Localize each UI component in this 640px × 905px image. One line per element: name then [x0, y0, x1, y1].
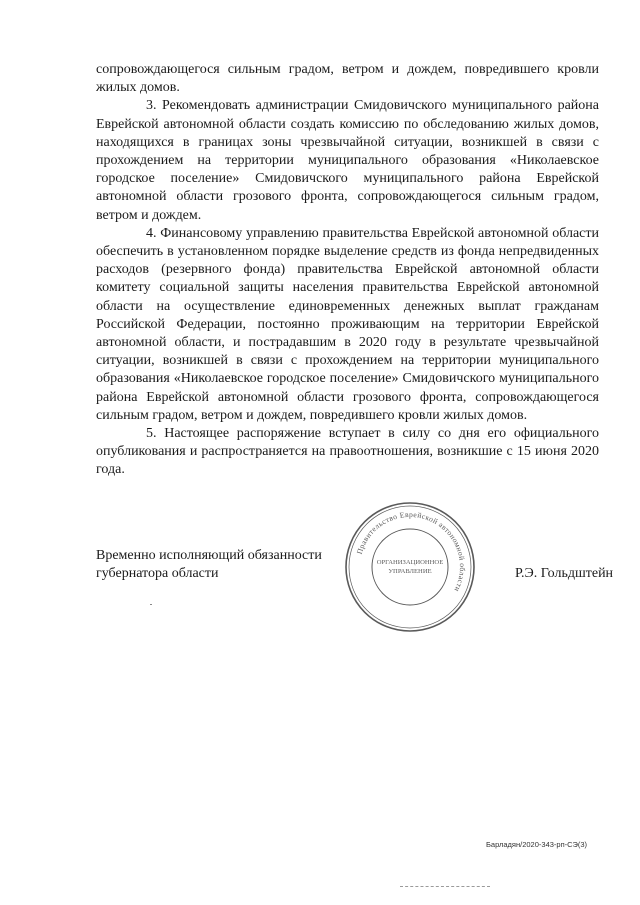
seal-center-line-1: ОРГАНИЗАЦИОННОЕ: [376, 559, 444, 566]
seal-ring-text: Правительство Еврейской автономной области: [354, 509, 468, 594]
paragraph-5: 5. Настоящее распоряжение вступает в силу со дня его официального опубликования и распространяется на правоотношения, возникшие с 15 июня 2020 года.: [96, 426, 599, 478]
signer-name: Р.Э. Гольдштейн: [515, 566, 614, 581]
seal-center-line-2: УПРАВЛЕНИЕ: [388, 568, 432, 575]
signatory-position: [96, 547, 356, 583]
document-reference: Барладян/2020-343-рп-СЭ(3): [486, 840, 588, 849]
signatory-position-line-1: Временно исполняющий обязанности: [96, 548, 322, 563]
seal-outer-ring: [346, 503, 474, 631]
paragraph-continuation: сопровождающегося сильным градом, ветром и дождем, повредившего кровли жилых домов.: [96, 62, 599, 96]
official-seal-stamp: [343, 500, 477, 634]
seal-outer-ring-inner: [349, 506, 471, 628]
scan-artifact-dashes: [400, 886, 490, 887]
seal-graphic: [343, 500, 477, 634]
paragraph-4: 4. Финансовому управлению правительства Еврейской автономной области обеспечить в установленном порядке выделение средств из фонда непредвиденных расходов (резервного фонда) правительства Еврейской автономной области комитету социальной защиты населения правительства Еврейской автономной области на осуществление единовременных денежных выплат гражданам Российской Федерации, постоянно проживающим на территории Еврейской автономной области, и пострадавшим в 2020 году в результате чрезвычайной ситуации, возникшей в связи с прохождением на территории муниципального образования «Николаевское городское поселение» Смидовичского муниципального района Еврейской автономной области грозового фронта, сопровождающегося сильным градом, ветром и дождем, повредившего кровли жилых домов.: [96, 225, 599, 423]
signatory-position-line-2: губернатора области: [96, 566, 219, 582]
paragraph-3: 3. Рекомендовать администрации Смидовичского муниципального района Еврейской автономной области создать комиссию по обследованию жилых домов, находящихся в границах зоны чрезвычайной ситуации, возникшей в связи с прохождением на территории муниципального образования «Николаевское городское поселение» Смидовичского муниципального района Еврейской автономной области грозового фронта, сопровождающегося сильным градом, ветром и дождем.: [96, 98, 599, 223]
scan-artifact: [150, 604, 152, 605]
seal-inner-ring: [372, 529, 448, 605]
document-body: [96, 61, 599, 480]
